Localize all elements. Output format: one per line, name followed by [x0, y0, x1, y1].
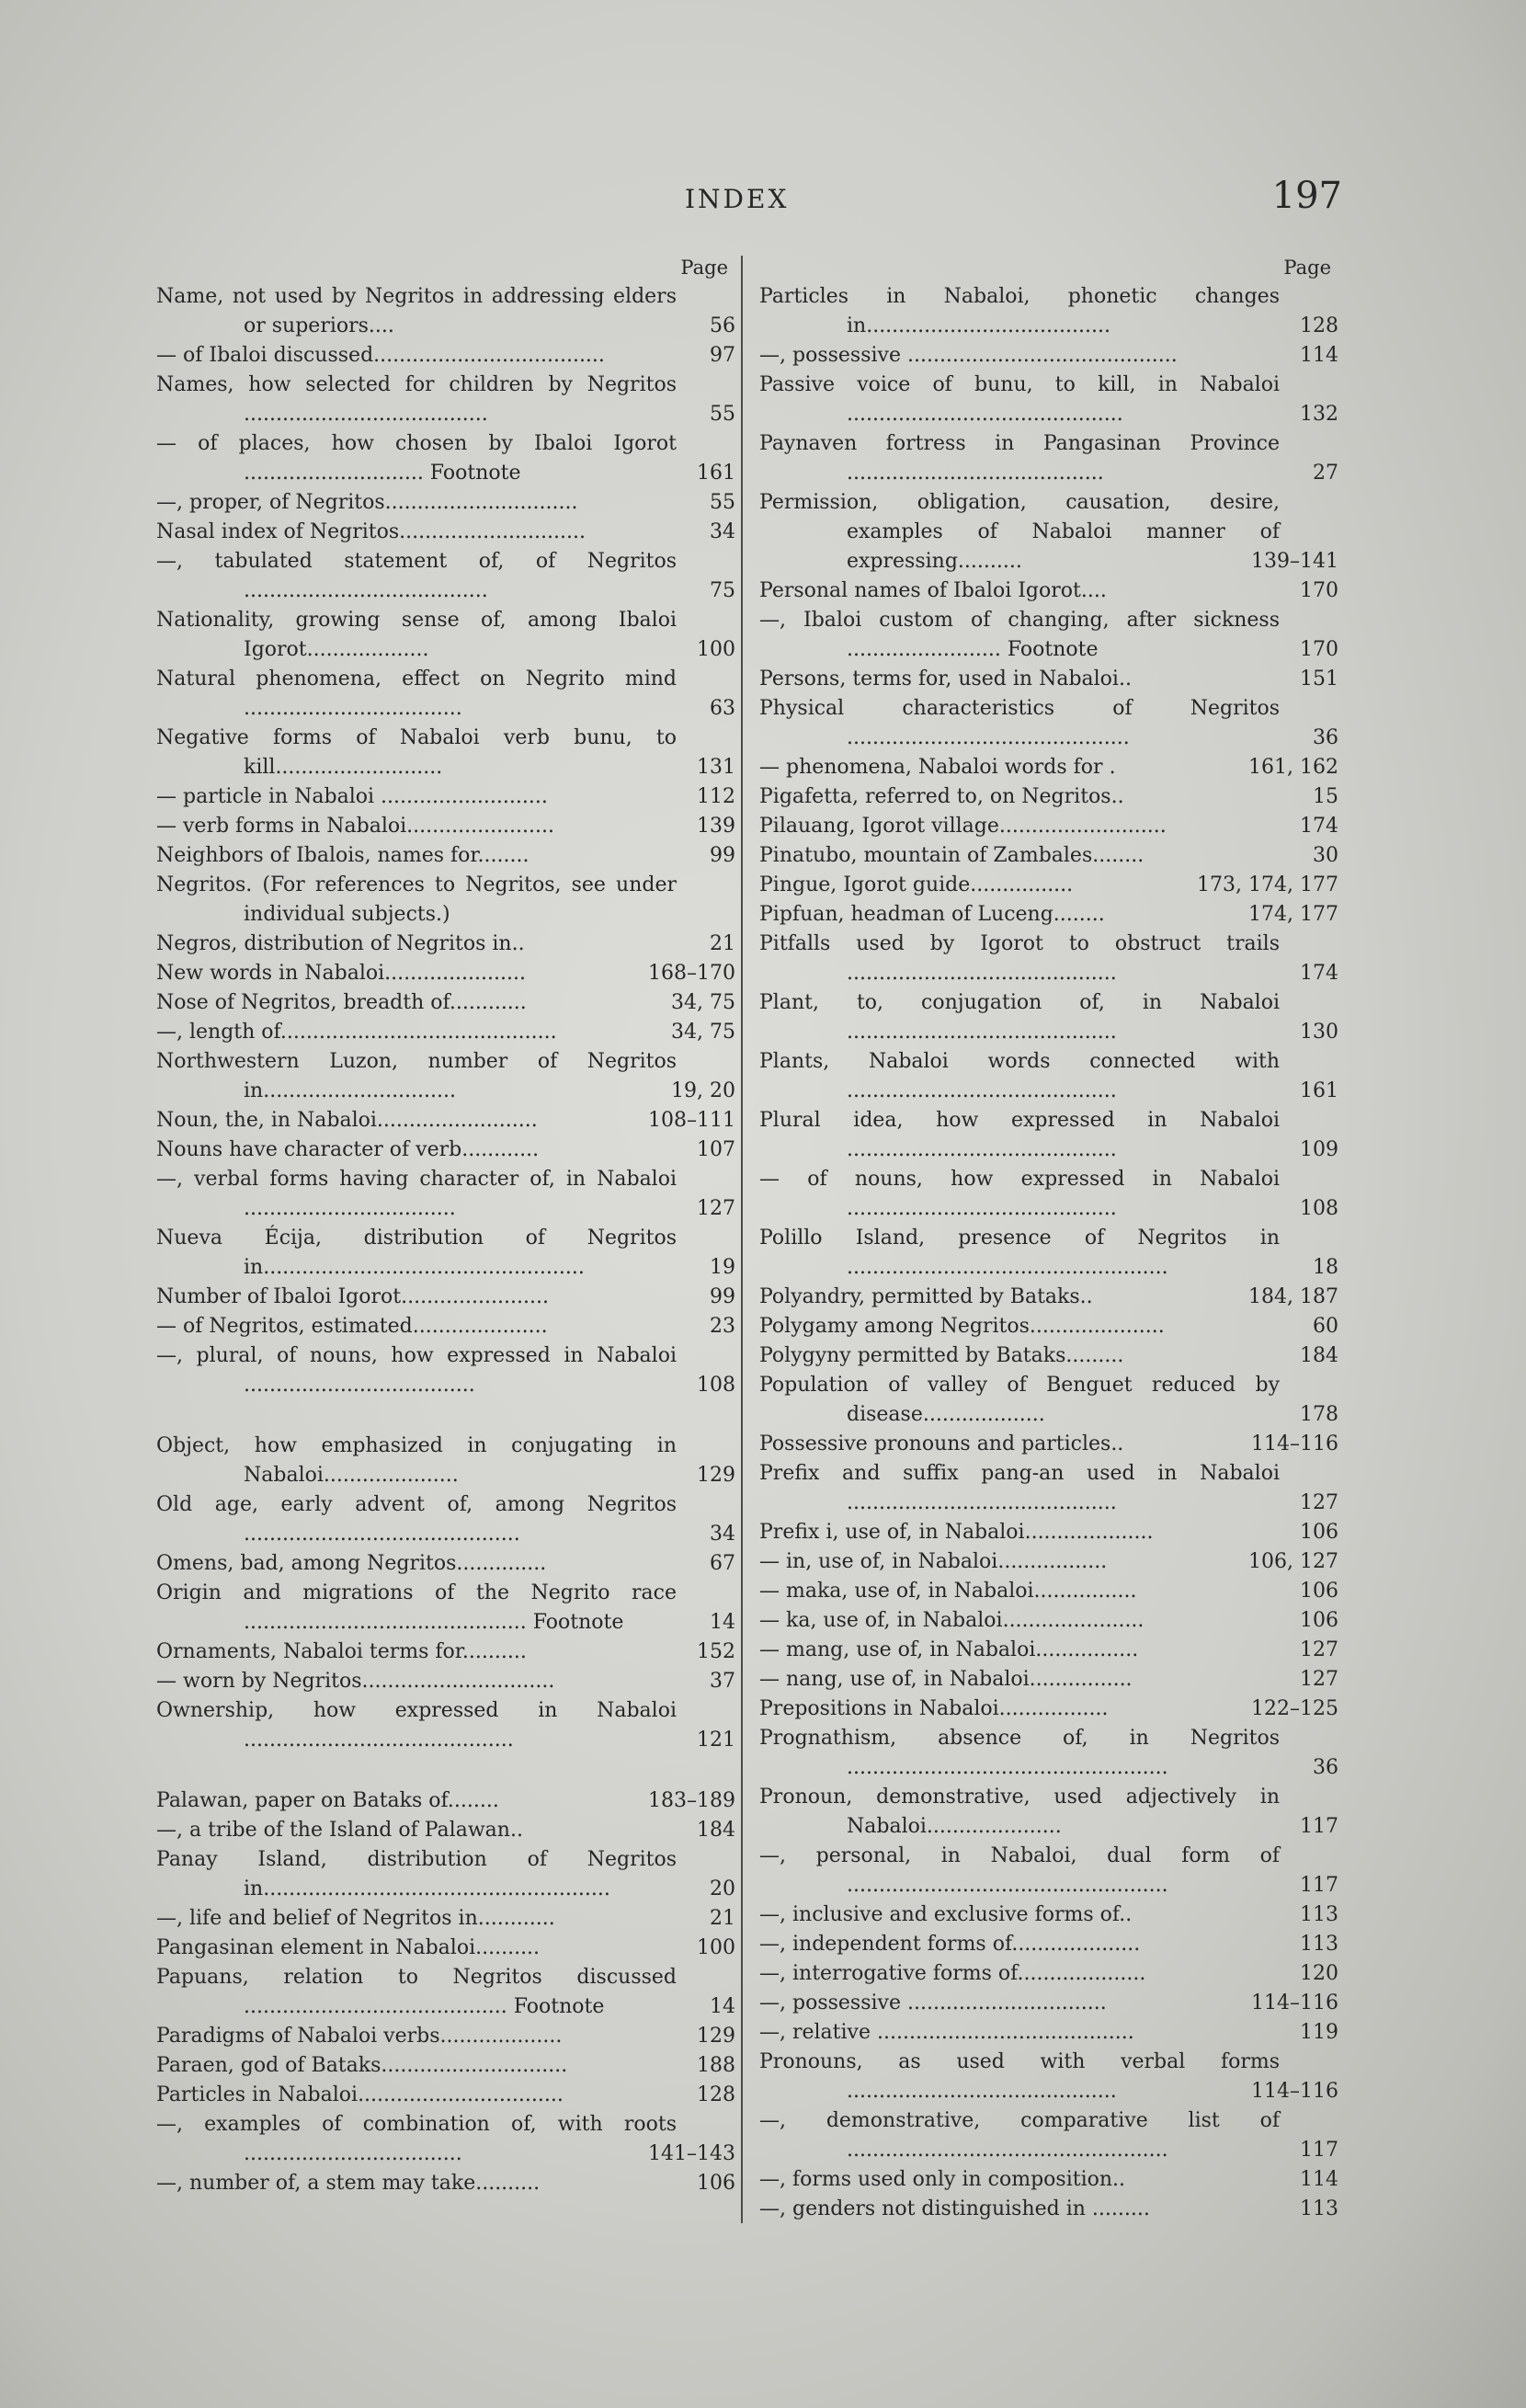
index-entry-page: 15	[1313, 785, 1338, 808]
index-entry	[156, 959, 735, 988]
index-entry	[156, 2110, 735, 2169]
index-entry-text: Pangasinan element in Nabaloi..........	[156, 1936, 541, 1959]
index-column-left	[156, 253, 735, 2198]
index-entry	[156, 665, 735, 724]
index-entry-text: — of nouns, how expressed in Nabaloi ..........................................	[759, 1168, 1280, 1220]
index-entry-text: Persons, terms for, used in Nabaloi..	[759, 668, 1132, 690]
index-entry	[759, 841, 1338, 871]
index-entry	[759, 665, 1338, 694]
index-entry-text: Pitfalls used by Igorot to obstruct trails ..........................................	[759, 932, 1280, 985]
index-entry	[759, 1165, 1338, 1224]
index-entry-text: —, inclusive and exclusive forms of..	[759, 1903, 1133, 1926]
index-entry-page: 106	[1300, 1580, 1338, 1603]
index-entry	[759, 2018, 1338, 2048]
index-entry	[759, 1224, 1338, 1283]
index-entry-text: — particle in Nabaloi ..........................	[156, 785, 548, 808]
index-entry-page: 178	[1300, 1403, 1338, 1426]
index-entry-page: 121	[697, 1729, 735, 1752]
index-entry	[156, 841, 735, 871]
index-entry-page: 120	[1300, 1962, 1338, 1985]
index-entry	[759, 488, 1338, 576]
index-entry-text: Panay Island, distribution of Negritos in......................................................	[156, 1848, 677, 1900]
index-entry-text: Pronouns, as used with verbal forms ..........................................	[759, 2050, 1280, 2103]
index-entry-page: 108–111	[648, 1109, 735, 1132]
index-entry	[759, 1106, 1338, 1165]
index-entry-text: Pigafetta, referred to, on Negritos..	[759, 785, 1124, 808]
index-entry-page: 18	[1313, 1256, 1338, 1279]
index-entry-text: Names, how selected for children by Negritos ......................................	[156, 373, 677, 426]
index-entry-page: 99	[710, 1285, 735, 1308]
index-entry	[156, 1549, 735, 1579]
index-entry	[759, 1930, 1338, 1959]
index-entry	[156, 341, 735, 371]
index-entry-page: 127	[1300, 1638, 1338, 1661]
index-entry-text: Neighbors of Ibalois, names for........	[156, 844, 530, 867]
index-entry	[759, 782, 1338, 812]
index-entry	[759, 1959, 1338, 1989]
index-entry	[759, 900, 1338, 930]
index-entry-text: — nang, use of, in Nabaloi................	[759, 1668, 1133, 1691]
index-entry-text: —, interrogative forms of....................	[759, 1962, 1146, 1985]
index-entry-page: 127	[697, 1197, 735, 1220]
index-entry-text: Negritos. (For references to Negritos, see under individual subjects.)	[156, 873, 677, 926]
index-entry	[156, 871, 735, 930]
index-entry-page: 161	[1300, 1079, 1338, 1102]
index-entry-page: 109	[1300, 1138, 1338, 1161]
index-entry-text: —, forms used only in composition..	[759, 2168, 1126, 2191]
index-entry	[759, 1989, 1338, 2018]
index-entry-text: Noun, the, in Nabaloi.........................	[156, 1109, 538, 1132]
index-entry	[759, 988, 1338, 1047]
index-entry-text: Natural phenomena, effect on Negrito mind ..................................	[156, 668, 677, 720]
index-entry-page: 19	[710, 1256, 735, 1279]
index-entries-left	[156, 282, 735, 2198]
index-entry-page: 34, 75	[671, 1021, 735, 1044]
index-entry-text: Nouns have character of verb............	[156, 1138, 540, 1161]
index-entry-page: 21	[710, 1907, 735, 1930]
index-entry-text: — of places, how chosen by Ibaloi Igorot ............................ Footnote	[156, 432, 677, 485]
index-entry	[759, 1665, 1338, 1695]
section-gap	[156, 1755, 735, 1786]
index-entry	[156, 1816, 735, 1845]
index-entry	[759, 2165, 1338, 2195]
index-entry	[156, 1667, 735, 1696]
index-entry-page: 128	[697, 2083, 735, 2106]
index-entry-page: 119	[1300, 2021, 1338, 2044]
index-entry-text: Polillo Island, presence of Negritos in ..................................................	[759, 1227, 1280, 1279]
index-entry-text: Polygyny permitted by Bataks.........	[759, 1344, 1124, 1367]
index-entry-text: —, possessive ...............................	[759, 1991, 1107, 2014]
index-entry	[759, 1047, 1338, 1106]
index-entry	[759, 1547, 1338, 1577]
index-entry-text: Particles in Nabaloi................................	[156, 2083, 564, 2106]
index-entry-text: Plural idea, how expressed in Nabaloi ..........................................	[759, 1109, 1280, 1161]
index-entry-page: 184, 187	[1248, 1285, 1338, 1308]
index-entry-page: 173, 174, 177	[1197, 873, 1338, 896]
index-entry	[759, 341, 1338, 371]
index-entry-text: Permission, obligation, causation, desire, examples of Nabaloi manner of expressing..........	[759, 491, 1280, 573]
index-entry-page: 27	[1313, 462, 1338, 485]
index-entry-page: 106	[697, 2172, 735, 2195]
index-entry-page: 127	[1300, 1668, 1338, 1691]
index-entry-text: Personal names of Ibaloi Igorot....	[759, 579, 1107, 602]
index-entry-page: 21	[710, 932, 735, 955]
index-entry	[759, 1842, 1338, 1900]
index-entry-page: 56	[710, 314, 735, 337]
index-entry	[759, 1459, 1338, 1518]
index-entry-text: Possessive pronouns and particles..	[759, 1432, 1124, 1455]
index-entry-text: —, personal, in Nabaloi, dual form of ..................................................	[759, 1844, 1280, 1897]
index-entry	[759, 1312, 1338, 1341]
index-entry	[156, 518, 735, 547]
index-entry-text: —, life and belief of Negritos in............	[156, 1907, 555, 1930]
index-entry	[156, 1638, 735, 1667]
index-entry	[156, 1106, 735, 1136]
index-entry-page: 113	[1300, 2197, 1338, 2220]
index-entry-text: Passive voice of bunu, to kill, in Nabaloi ...........................................	[759, 373, 1280, 426]
index-entry-page: 97	[710, 344, 735, 367]
index-entry-page: 106	[1300, 1609, 1338, 1632]
index-entry-page: 130	[1300, 1021, 1338, 1044]
index-entry-page: 108	[1300, 1197, 1338, 1220]
index-entry	[156, 488, 735, 518]
index-entry-text: Palawan, paper on Bataks of........	[156, 1789, 499, 1812]
index-entry-text: —, a tribe of the Island of Palawan..	[156, 1819, 523, 1842]
index-entry-page: 55	[710, 491, 735, 514]
index-entry-page: 112	[697, 785, 735, 808]
column-divider	[741, 256, 743, 2223]
index-entry	[156, 1696, 735, 1755]
index-entry-page: 114–116	[1251, 1991, 1338, 2014]
index-entry	[156, 606, 735, 665]
index-entry-page: 106, 127	[1248, 1550, 1338, 1573]
index-column-right	[759, 253, 1338, 2224]
index-entry-text: —, proper, of Negritos..............................	[156, 491, 578, 514]
index-entry-page: 14	[710, 1995, 735, 2018]
index-entry-page: 100	[697, 638, 735, 661]
index-entry-text: — mang, use of, in Nabaloi................	[759, 1638, 1139, 1661]
index-entry-page: 117	[1300, 2139, 1338, 2162]
index-entry-text: — phenomena, Nabaloi words for .	[759, 756, 1116, 779]
index-entry-text: —, genders not distinguished in .........	[759, 2197, 1150, 2220]
index-entry-page: 19, 20	[671, 1079, 735, 1102]
index-entry-text: Northwestern Luzon, number of Negritos in..............................	[156, 1050, 677, 1102]
index-entry-page: 151	[1300, 668, 1338, 690]
index-entry-page: 129	[697, 2025, 735, 2048]
column-heading-page: Page	[680, 257, 728, 279]
index-entry-text: Prognathism, absence of, in Negritos ..................................................	[759, 1727, 1280, 1779]
index-entry-text: Origin and migrations of the Negrito race ............................................ Footnote	[156, 1581, 677, 1634]
index-entry-page: 37	[710, 1670, 735, 1693]
index-entry-page: 20	[710, 1877, 735, 1900]
index-entry-page: 55	[710, 403, 735, 426]
index-entry-text: — ka, use of, in Nabaloi......................	[759, 1609, 1144, 1632]
page-header	[147, 175, 1342, 230]
index-entry-text: Pinatubo, mountain of Zambales........	[759, 844, 1144, 867]
index-entry-text: New words in Nabaloi......................	[156, 962, 526, 985]
index-entry	[156, 2051, 735, 2081]
index-entry-page: 113	[1300, 1903, 1338, 1926]
index-entry	[759, 371, 1338, 429]
index-entry	[759, 1606, 1338, 1636]
index-entry	[759, 606, 1338, 665]
index-entry	[759, 1518, 1338, 1547]
index-entry	[156, 1432, 735, 1490]
index-entry-page: 14	[710, 1611, 735, 1634]
index-entry	[759, 1783, 1338, 1842]
page-number: 197	[1271, 175, 1342, 217]
index-entry	[759, 2048, 1338, 2106]
index-entry-text: Paynaven fortress in Pangasinan Province ........................................	[759, 432, 1280, 485]
index-entry-page: 174	[1300, 815, 1338, 838]
index-entry-page: 170	[1300, 638, 1338, 661]
index-entry	[156, 1312, 735, 1341]
index-entry-text: —, number of, a stem may take..........	[156, 2172, 541, 2195]
index-entry	[156, 1283, 735, 1312]
index-entry-text: Nose of Negritos, breadth of............	[156, 991, 527, 1014]
index-entry-page: 117	[1300, 1874, 1338, 1897]
index-entry-page: 34, 75	[671, 991, 735, 1014]
index-entry-text: —, examples of combination of, with roots ..................................	[156, 2113, 677, 2165]
index-entry	[759, 812, 1338, 841]
index-entry-text: —, tabulated statement of, of Negritos ......................................	[156, 550, 677, 602]
index-entry	[759, 930, 1338, 988]
index-entry-text: Omens, bad, among Negritos..............	[156, 1552, 547, 1575]
index-entry	[759, 1577, 1338, 1606]
index-entry-page: 170	[1300, 579, 1338, 602]
index-entry-text: Pronoun, demonstrative, used adjectively in Nabaloi.....................	[759, 1786, 1280, 1838]
index-entry	[759, 753, 1338, 782]
index-entry-text: — worn by Negritos..............................	[156, 1670, 555, 1693]
index-entry	[156, 1786, 735, 1816]
index-entry	[156, 812, 735, 841]
index-entry-page: 188	[697, 2054, 735, 2077]
index-entry	[759, 576, 1338, 606]
index-entry-page: 129	[697, 1464, 735, 1487]
index-entry	[156, 1224, 735, 1283]
index-entry-page: 36	[1313, 726, 1338, 749]
index-entry-text: Name, not used by Negritos in addressing elders or superiors....	[156, 285, 677, 337]
index-entry-page: 152	[697, 1640, 735, 1663]
index-entry	[156, 371, 735, 429]
index-entry-page: 107	[697, 1138, 735, 1161]
index-entry-page: 117	[1300, 1815, 1338, 1838]
index-entry-text: — of Ibaloi discussed....................................	[156, 344, 605, 367]
index-entry-text: —, length of...........................................	[156, 1021, 557, 1044]
index-entry-text: Nasal index of Negritos.............................	[156, 520, 586, 543]
index-entry-page: 113	[1300, 1933, 1338, 1956]
index-entry-text: — in, use of, in Nabaloi.................	[759, 1550, 1108, 1573]
index-entry	[759, 1371, 1338, 1430]
index-entry	[759, 1695, 1338, 1724]
index-entry-page: 141–143	[648, 2142, 735, 2165]
index-entry-text: Prefix and suffix pang-an used in Nabaloi ..........................................	[759, 1462, 1280, 1514]
index-entry-text: Polyandry, permitted by Bataks..	[759, 1285, 1093, 1308]
index-entry	[156, 930, 735, 959]
index-entry-text: Number of Ibaloi Igorot.......................	[156, 1285, 549, 1308]
index-entry-page: 161	[697, 462, 735, 485]
index-entry-text: —, plural, of nouns, how expressed in Nabaloi ....................................	[156, 1344, 677, 1397]
index-entry-page: 183–189	[648, 1789, 735, 1812]
index-entry-text: Nueva Écija, distribution of Negritos in..................................................	[156, 1227, 677, 1279]
index-entry	[156, 1490, 735, 1549]
index-entry-text: Object, how emphasized in conjugating in Nabaloi.....................	[156, 1434, 677, 1487]
index-entry-page: 100	[697, 1936, 735, 1959]
index-entry	[156, 1047, 735, 1106]
index-entry-page: 23	[710, 1315, 735, 1338]
index-entry	[759, 1341, 1338, 1371]
index-entry-text: Negros, distribution of Negritos in..	[156, 932, 525, 955]
index-entry-text: Negative forms of Nabaloi verb bunu, to kill..........................	[156, 726, 677, 779]
index-entry-text: Polygamy among Negritos.....................	[759, 1315, 1165, 1338]
index-entry	[156, 1904, 735, 1934]
index-entry	[156, 988, 735, 1018]
index-entry	[156, 1579, 735, 1638]
index-entry-page: 114–116	[1251, 1432, 1338, 1455]
index-entry	[759, 2106, 1338, 2165]
index-entry	[156, 547, 735, 606]
index-entry-text: Pilauang, Igorot village..........................	[759, 815, 1167, 838]
index-entry-page: 174, 177	[1248, 903, 1338, 926]
column-heading-page: Page	[1283, 257, 1331, 279]
index-entry-text: Pipfuan, headman of Luceng........	[759, 903, 1105, 926]
index-entry-page: 114	[1300, 2168, 1338, 2191]
index-entry-page: 75	[710, 579, 735, 602]
index-entry-page: 114–116	[1251, 2080, 1338, 2103]
index-entries-right	[759, 282, 1338, 2224]
index-entry	[156, 1136, 735, 1165]
index-entry-page: 184	[1300, 1344, 1338, 1367]
index-entry	[759, 1900, 1338, 1930]
index-entry	[156, 1341, 735, 1400]
index-entry	[156, 2169, 735, 2198]
index-entry	[156, 2022, 735, 2051]
index-entry	[156, 1018, 735, 1047]
index-entry	[156, 1165, 735, 1224]
index-entry-text: —, verbal forms having character of, in Nabaloi .................................	[156, 1168, 677, 1220]
index-entry-page: 161, 162	[1248, 756, 1338, 779]
index-entry	[156, 2081, 735, 2110]
index-entry	[759, 1430, 1338, 1459]
index-entry-page: 30	[1313, 844, 1338, 867]
index-entry	[156, 1845, 735, 1904]
index-entry-text: —, Ibaloi custom of changing, after sickness ........................ Footnote	[759, 609, 1280, 661]
index-entry-text: — maka, use of, in Nabaloi................	[759, 1580, 1137, 1603]
index-entry-text: Population of valley of Benguet reduced by disease...................	[759, 1374, 1280, 1426]
index-entry-page: 60	[1313, 1315, 1338, 1338]
index-entry	[759, 429, 1338, 488]
index-entry-page: 139–141	[1251, 550, 1338, 573]
index-entry	[759, 1636, 1338, 1665]
index-entry	[759, 282, 1338, 341]
index-entry-text: Physical characteristics of Negritos ............................................	[759, 697, 1280, 749]
index-entry-page: 36	[1313, 1756, 1338, 1779]
section-gap	[156, 1400, 735, 1432]
index-entry	[156, 282, 735, 341]
index-entry-text: Pingue, Igorot guide................	[759, 873, 1074, 896]
index-entry	[156, 1934, 735, 1963]
index-entry	[156, 724, 735, 782]
index-entry-page: 34	[710, 1523, 735, 1546]
index-entry	[759, 1724, 1338, 1783]
index-entry-text: Papuans, relation to Negritos discussed ......................................... Footnote	[156, 1966, 677, 2018]
index-entry-text: —, relative ........................................	[759, 2021, 1134, 2044]
index-entry-text: Nationality, growing sense of, among Ibaloi Igorot...................	[156, 609, 677, 661]
index-entry	[759, 2195, 1338, 2224]
index-entry-page: 34	[710, 520, 735, 543]
index-entry	[156, 782, 735, 812]
index-entry-page: 106	[1300, 1521, 1338, 1544]
index-entry-page: 174	[1300, 962, 1338, 985]
index-entry-page: 67	[710, 1552, 735, 1575]
running-title: INDEX	[685, 184, 790, 214]
index-entry-page: 139	[697, 815, 735, 838]
index-entry-page: 63	[710, 697, 735, 720]
index-entry	[759, 1283, 1338, 1312]
index-entry-page: 128	[1300, 314, 1338, 337]
index-entry	[156, 429, 735, 488]
index-entry-text: Plants, Nabaloi words connected with ..........................................	[759, 1050, 1280, 1102]
index-entry-page: 108	[697, 1374, 735, 1397]
index-entry-text: —, independent forms of....................	[759, 1933, 1141, 1956]
index-entry-text: Old age, early advent of, among Negritos ...........................................	[156, 1493, 677, 1546]
index-entry-page: 122–125	[1251, 1697, 1338, 1720]
index-entry-text: Ownership, how expressed in Nabaloi ..........................................	[156, 1699, 677, 1752]
index-entry	[759, 871, 1338, 900]
index-entry-text: — verb forms in Nabaloi.......................	[156, 815, 555, 838]
index-entry-text: Prepositions in Nabaloi.................	[759, 1697, 1109, 1720]
index-entry-text: Plant, to, conjugation of, in Nabaloi ..........................................	[759, 991, 1280, 1044]
index-entry-text: — of Negritos, estimated.....................	[156, 1315, 548, 1338]
index-entry-page: 132	[1300, 403, 1338, 426]
index-entry	[156, 1963, 735, 2022]
index-entry-text: Prefix i, use of, in Nabaloi....................	[759, 1521, 1154, 1544]
index-entry-page: 99	[710, 844, 735, 867]
index-entry-text: —, possessive ..........................................	[759, 344, 1178, 367]
index-entry-text: —, demonstrative, comparative list of ..................................................	[759, 2109, 1280, 2162]
index-entry-text: Paradigms of Nabaloi verbs...................	[156, 2025, 563, 2048]
index-entry-text: Paraen, god of Bataks.............................	[156, 2054, 568, 2077]
index-entry-page: 131	[697, 756, 735, 779]
index-entry-page: 184	[697, 1819, 735, 1842]
index-entry-text: Particles in Nabaloi, phonetic changes in......................................	[759, 285, 1280, 337]
index-entry-page: 168–170	[648, 962, 735, 985]
index-entry-page: 114	[1300, 344, 1338, 367]
index-entry-text: Ornaments, Nabaloi terms for..........	[156, 1640, 527, 1663]
index-entry-page: 127	[1300, 1491, 1338, 1514]
index-entry	[759, 694, 1338, 753]
